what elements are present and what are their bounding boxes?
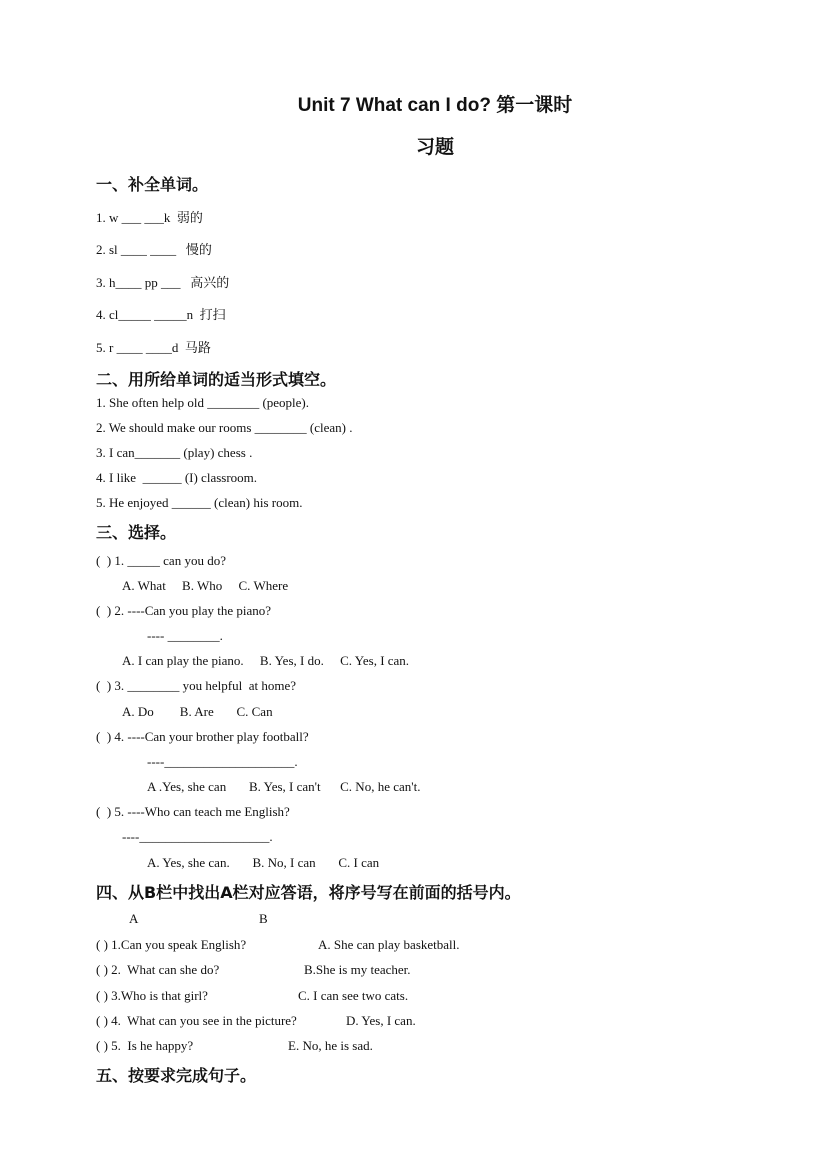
page-title: Unit 7 What can I do? 第一课时 [297, 95, 573, 116]
match-question: ( ) 2. What can she do? [96, 962, 220, 977]
match-answer: A. She can play basketball. [318, 937, 460, 952]
question-line: ( ) 5. ----Who can teach me English? [96, 804, 290, 819]
section2-item: 3. I can_______ (play) chess . [96, 445, 253, 460]
section1-heading: 一、补全单词。 [96, 175, 209, 194]
match-answer: B.She is my teacher. [304, 962, 411, 977]
question-options: A .Yes, she can B. Yes, I can't C. No, he can't. [147, 779, 421, 794]
match-answer: C. I can see two cats. [298, 988, 409, 1003]
match-answer: D. Yes, I can. [346, 1013, 416, 1028]
match-question: ( ) 5. Is he happy? [96, 1038, 194, 1053]
question-line: ( ) 1. _____ can you do? [96, 553, 226, 568]
column-b-header: B [259, 911, 268, 926]
section2-item: 4. I like ______ (I) classroom. [96, 470, 258, 485]
match-answer: E. No, he is sad. [288, 1038, 373, 1053]
match-question: ( ) 1.Can you speak English? [96, 937, 247, 952]
section2-item: 1. She often help old ________ (people). [96, 395, 310, 410]
question-options: A. Do B. Are C. Can [122, 704, 273, 719]
section5-heading: 五、按要求完成句子。 [96, 1066, 257, 1085]
section1-item: 1. w ___ ___k 弱的 [96, 210, 203, 225]
match-question: ( ) 3.Who is that girl? [96, 988, 208, 1003]
question-options: A. Yes, she can. B. No, I can C. I can [147, 855, 380, 870]
section1-item: 2. sl ____ ____ 慢的 [96, 242, 212, 257]
answer-blank: ---- ________. [147, 628, 223, 643]
match-question: ( ) 4. What can you see in the picture? [96, 1013, 297, 1028]
section2-item: 5. He enjoyed ______ (clean) his room. [96, 495, 303, 510]
answer-blank: ----____________________. [122, 829, 273, 844]
question-options: A. What B. Who C. Where [122, 578, 289, 593]
section2-item: 2. We should make our rooms ________ (clean) . [96, 420, 353, 435]
section1-item: 5. r ____ ____d 马路 [96, 340, 211, 355]
question-line: ( ) 2. ----Can you play the piano? [96, 603, 272, 618]
section1-item: 4. cl_____ _____n 打扫 [96, 307, 226, 322]
question-line: ( ) 4. ----Can your brother play football? [96, 729, 309, 744]
question-line: ( ) 3. ________ you helpful at home? [96, 678, 297, 693]
section4-heading: 四、从B栏中找出A栏对应答语，将序号写在前面的括号内。 [96, 883, 521, 902]
section1-item: 3. h____ pp ___ 高兴的 [96, 275, 230, 290]
page-subtitle: 习题 [415, 137, 454, 158]
section3-heading: 三、选择。 [96, 523, 177, 542]
answer-blank: ----____________________. [147, 754, 298, 769]
section2-heading: 二、用所给单词的适当形式填空。 [96, 370, 337, 389]
question-options: A. I can play the piano. B. Yes, I do. C. Yes, I can. [122, 653, 410, 668]
column-a-header: A [129, 911, 139, 926]
